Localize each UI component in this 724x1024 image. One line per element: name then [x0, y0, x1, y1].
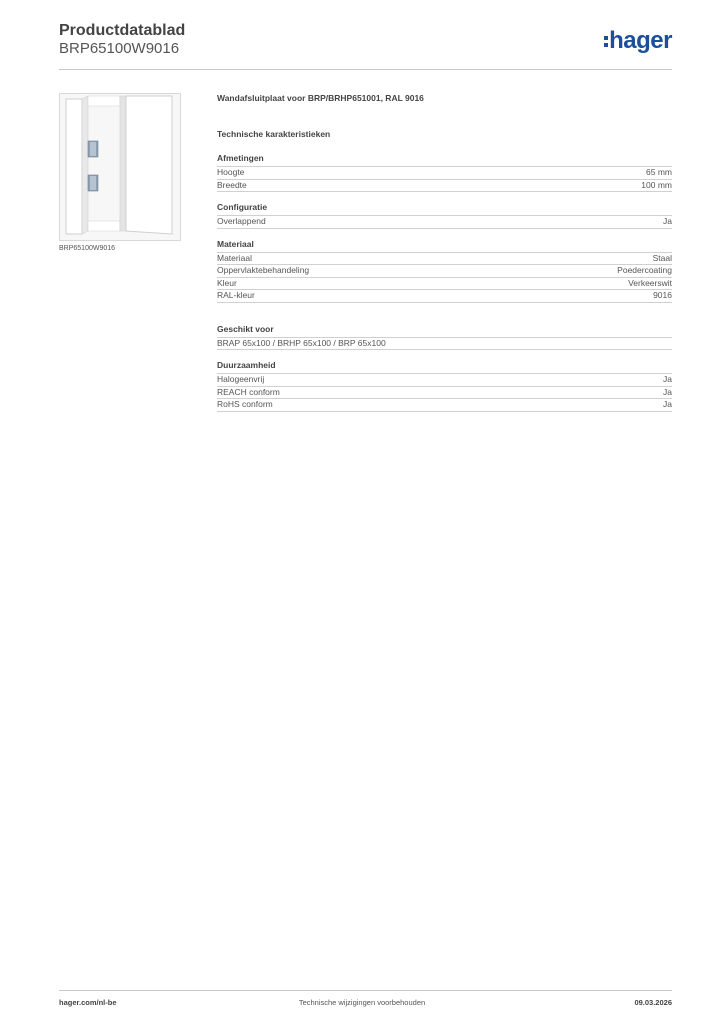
product-details	[217, 93, 672, 412]
table-row	[217, 374, 672, 387]
table-row	[217, 180, 672, 193]
table-row	[217, 387, 672, 400]
section-title: Materiaal	[217, 239, 672, 253]
section-afmetingen	[217, 153, 672, 192]
row-label: Hoogte	[217, 167, 245, 177]
cover-plate-illustration	[60, 94, 180, 240]
product-code: BRP65100W9016	[59, 40, 180, 57]
row-label: BRAP 65x100 / BRHP 65x100 / BRP 65x100	[217, 337, 386, 348]
hager-logo	[604, 29, 672, 53]
row-value: 9016	[653, 290, 672, 300]
logo-dots-icon	[604, 33, 608, 50]
logo-text: hager	[609, 27, 672, 54]
section-duurzaamheid	[217, 360, 672, 412]
section-geschikt-voor	[217, 324, 672, 351]
table-row	[217, 338, 672, 351]
section-materiaal	[217, 239, 672, 303]
page-title: Productdatablad	[59, 22, 186, 39]
footer-divider	[59, 990, 672, 991]
table-row	[217, 167, 672, 180]
row-label: Breedte	[217, 179, 247, 190]
row-value: Poedercoating	[617, 265, 672, 275]
row-label: Overlappend	[217, 216, 266, 226]
table-row	[217, 290, 672, 303]
header-divider	[59, 69, 672, 70]
row-value: Ja	[663, 399, 672, 409]
row-value: Ja	[663, 374, 672, 384]
section-configuratie	[217, 202, 672, 229]
row-label: REACH conform	[217, 386, 280, 397]
section-title: Configuratie	[217, 202, 672, 216]
product-image	[59, 93, 181, 241]
tech-heading: Technische karakteristieken	[217, 129, 331, 139]
row-value: Ja	[663, 386, 672, 397]
row-value: 100 mm	[641, 179, 672, 190]
table-row	[217, 399, 672, 412]
row-label: Halogeenvrij	[217, 374, 265, 384]
table-row	[217, 278, 672, 291]
row-label: Oppervlaktebehandeling	[217, 265, 310, 275]
section-title: Geschikt voor	[217, 324, 672, 338]
product-description: Wandafsluitplaat voor BRP/BRHP651001, RAL 9016	[217, 93, 424, 103]
table-row	[217, 216, 672, 229]
footer-website-link[interactable]: hager.com/nl-be	[59, 998, 117, 1007]
row-label: RoHS conform	[217, 399, 273, 409]
footer-disclaimer: Technische wijzigingen voorbehouden	[298, 998, 426, 1007]
row-value: 65 mm	[646, 167, 672, 177]
table-row	[217, 265, 672, 278]
footer-date: 09.03.2026	[634, 998, 672, 1007]
table-row	[217, 253, 672, 266]
row-label: Materiaal	[217, 252, 252, 263]
section-title: Duurzaamheid	[217, 360, 672, 374]
section-title: Afmetingen	[217, 153, 672, 167]
row-value: Verkeerswit	[628, 277, 672, 288]
row-label: RAL-kleur	[217, 290, 255, 300]
row-value: Staal	[652, 252, 672, 263]
row-value: Ja	[663, 216, 672, 226]
image-caption: BRP65100W9016	[59, 245, 116, 252]
row-label: Kleur	[217, 277, 237, 288]
